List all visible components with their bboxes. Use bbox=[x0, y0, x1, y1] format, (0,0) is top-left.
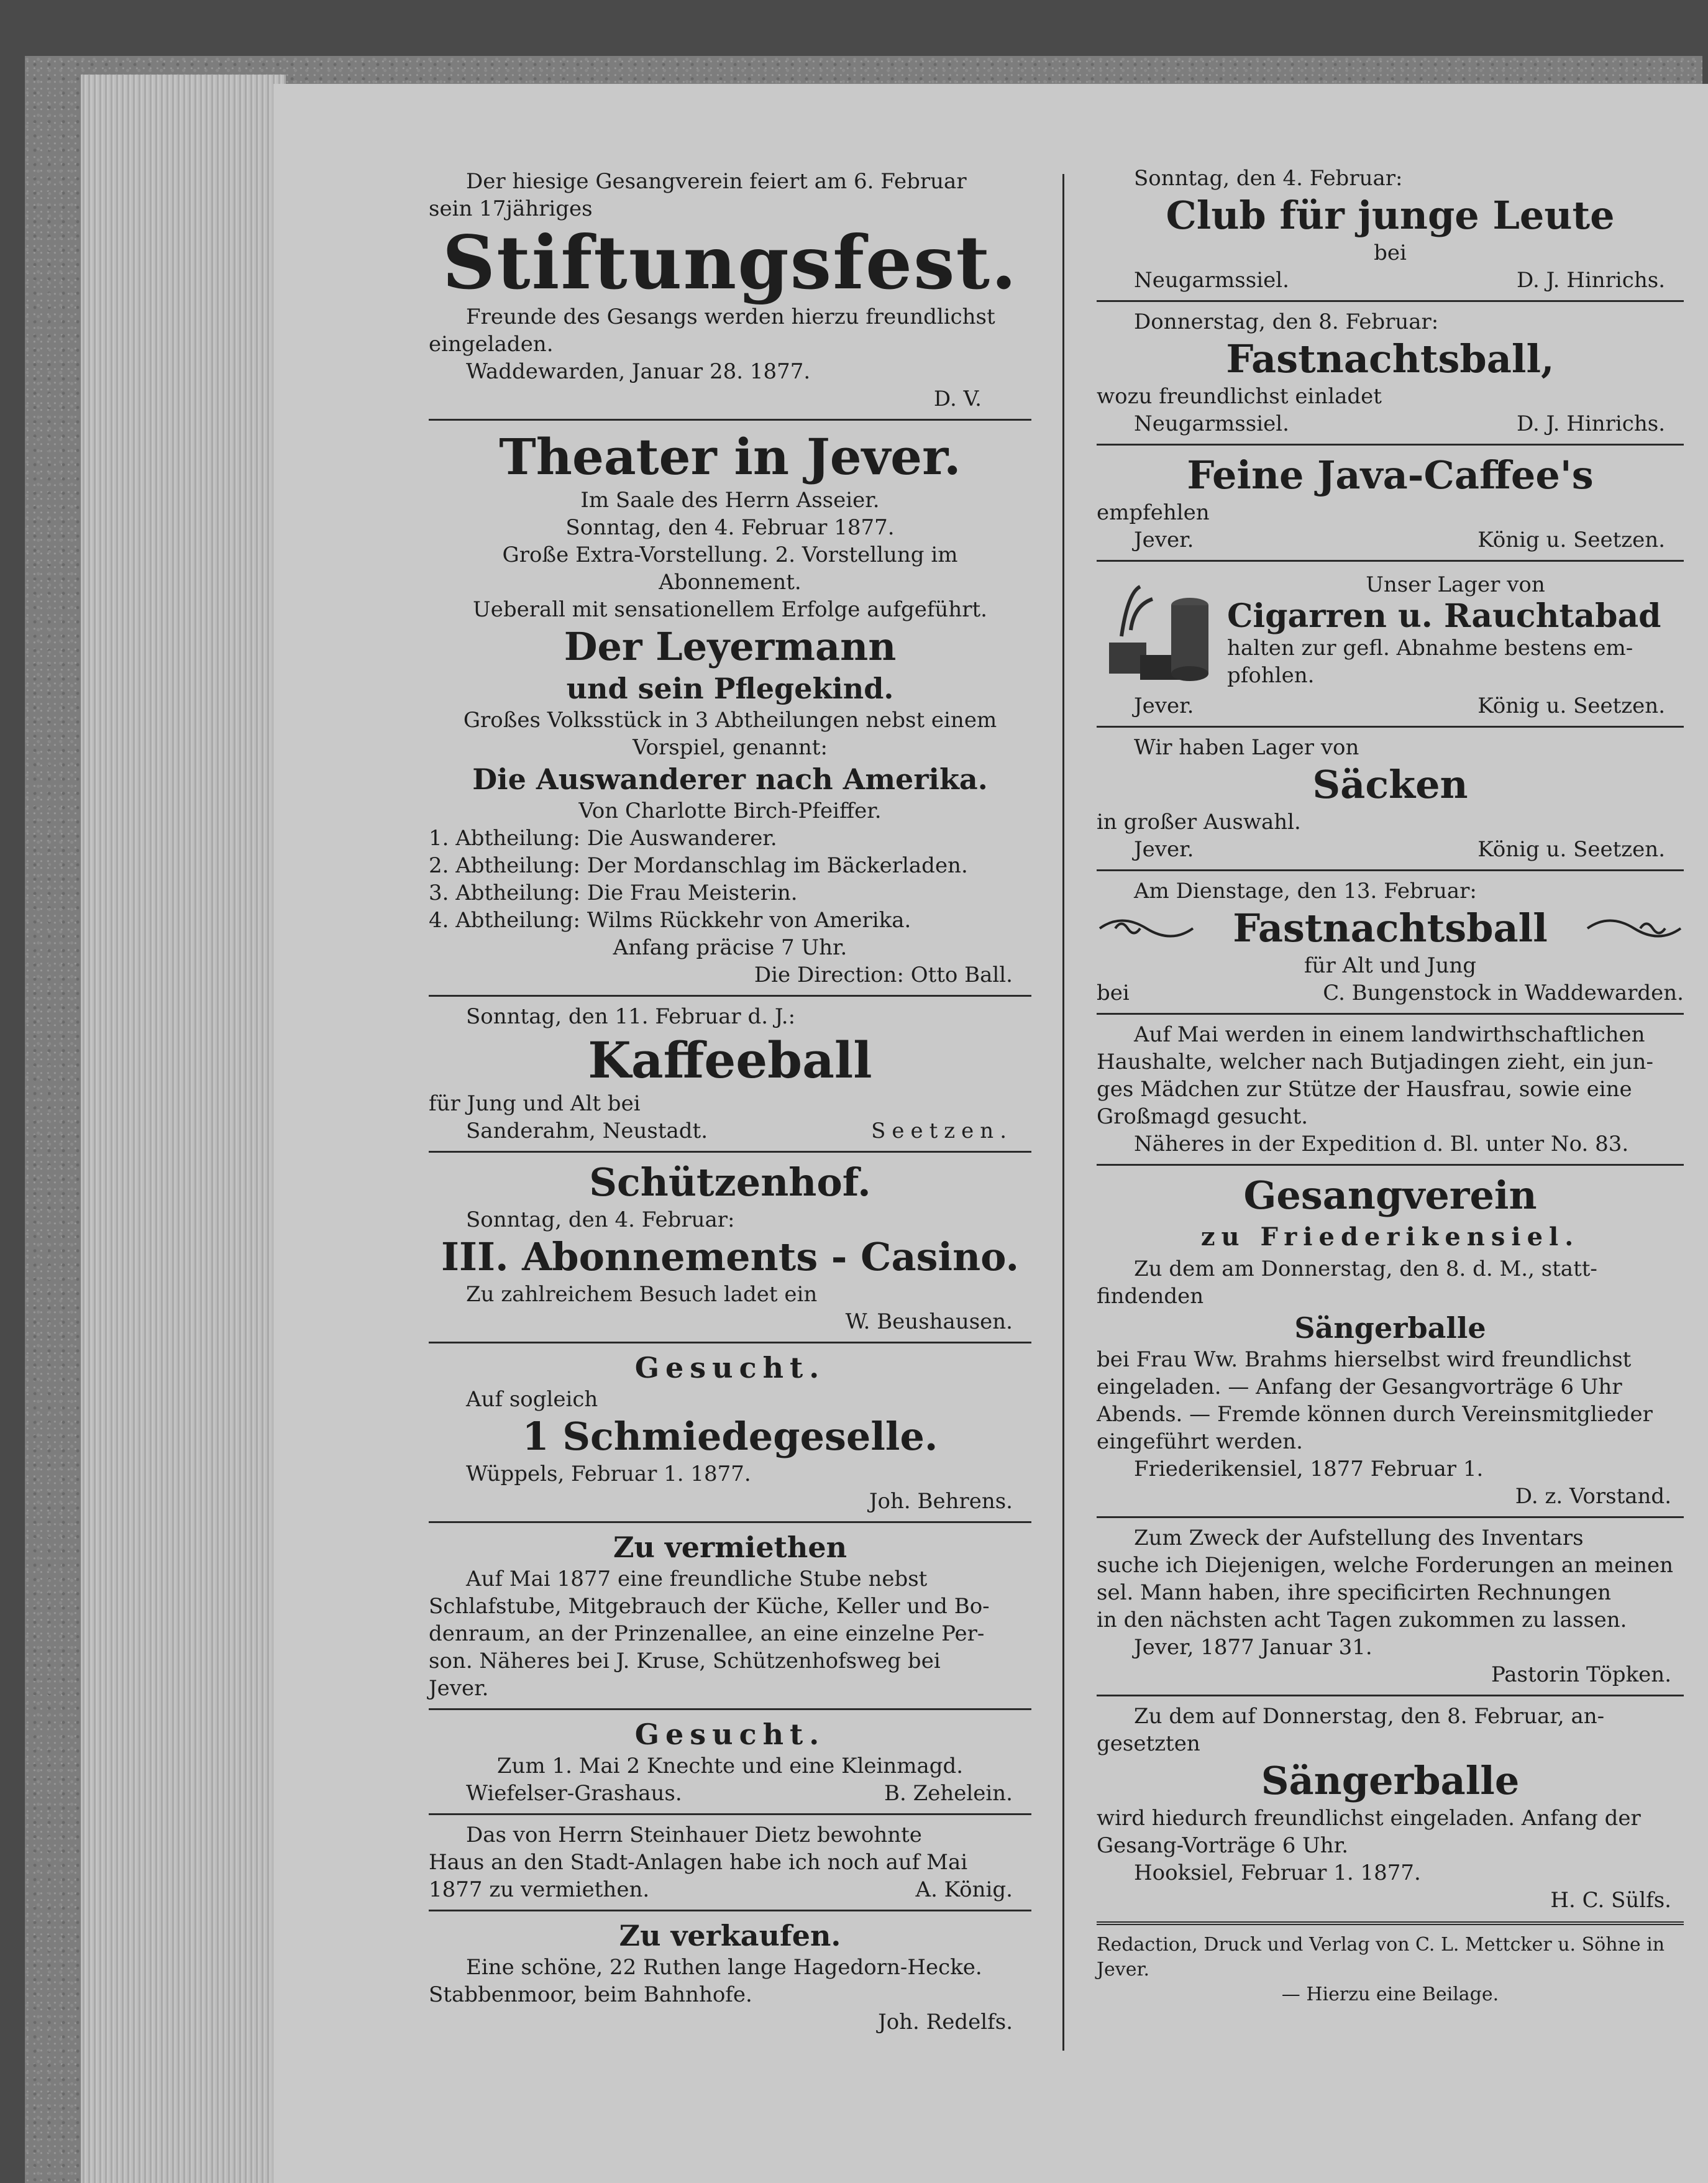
text: pfohlen. bbox=[1227, 663, 1315, 688]
ad-theater bbox=[429, 424, 1031, 991]
text: Wüppels, Februar 1. 1877. bbox=[466, 1462, 751, 1486]
text: Sonntag, den 4. Februar: bbox=[466, 1207, 735, 1232]
divider bbox=[1097, 1164, 1684, 1166]
text: suche ich Diejenigen, welche Forderungen an meinen bbox=[1097, 1553, 1673, 1578]
ad-heading: Gesucht. bbox=[634, 1351, 826, 1384]
text: ges Mädchen zur Stütze der Hausfrau, sowie eine bbox=[1097, 1077, 1632, 1102]
ad-schmiedegeselle bbox=[429, 1347, 1031, 1517]
divider bbox=[1097, 1695, 1684, 1696]
text: empfehlen bbox=[1097, 500, 1210, 525]
ad-title: Cigarren u. Rauchtabad bbox=[1227, 597, 1661, 635]
act-line: 3. Abtheilung: Die Frau Meisterin. bbox=[429, 881, 798, 905]
text: Zu dem am Donnerstag, den 8. d. M., statt- bbox=[1134, 1256, 1597, 1281]
divider bbox=[1097, 869, 1684, 871]
signature: W. Beushausen. bbox=[845, 1309, 1013, 1334]
imprint-text: Redaction, Druck und Verlag von C. L. Mettcker u. Söhne in Jever. bbox=[1097, 1934, 1665, 1980]
divider bbox=[429, 1151, 1031, 1153]
text: bei bbox=[1097, 981, 1130, 1005]
ad-heading: Zu vermiethen bbox=[613, 1531, 847, 1564]
divider bbox=[429, 1910, 1031, 1911]
ad-maedchen bbox=[1097, 1018, 1684, 1160]
signature: D. z. Vorstand. bbox=[1515, 1484, 1671, 1509]
ad-club bbox=[1097, 87, 1684, 296]
ad-fastnacht-1 bbox=[1097, 306, 1684, 440]
ad-schuetzenhof bbox=[429, 1156, 1031, 1338]
text: bei Frau Ww. Brahms hierselbst wird freundlichst bbox=[1097, 1347, 1632, 1372]
text: für Alt und Jung bbox=[1304, 953, 1476, 978]
text: son. Näheres bei J. Kruse, Schützenhofsweg bei bbox=[429, 1649, 941, 1673]
text: Friederikensiel, 1877 Februar 1. bbox=[1134, 1457, 1484, 1481]
cigar-box-illustration bbox=[1097, 568, 1221, 692]
text: sein 17jähriges bbox=[429, 196, 593, 221]
text: Zu zahlreichem Besuch ladet ein bbox=[466, 1282, 818, 1307]
divider bbox=[1097, 1921, 1684, 1925]
ad-subtitle: zu Friederikensiel. bbox=[1200, 1222, 1580, 1252]
text: Stabbenmoor, beim Bahnhofe. bbox=[429, 1982, 752, 2007]
text: Waddewarden, Januar 28. 1877. bbox=[466, 359, 811, 384]
ad-title: Sängerballe bbox=[1294, 1311, 1486, 1345]
play-subtitle: und sein Pflegekind. bbox=[566, 672, 894, 705]
ad-haus bbox=[429, 1819, 1031, 1906]
text: Sonntag, den 4. Februar 1877. bbox=[565, 515, 895, 540]
divider bbox=[1097, 1516, 1684, 1518]
text: Jever, 1877 Januar 31. bbox=[1134, 1635, 1372, 1660]
signature: König u. Seetzen. bbox=[1477, 693, 1665, 718]
ad-heading: Zu verkaufen. bbox=[619, 1919, 841, 1952]
ad-title: Gesangverein bbox=[1243, 1173, 1537, 1218]
ad-stiftungsfest bbox=[429, 87, 1031, 415]
text: Donnerstag, den 8. Februar: bbox=[1134, 309, 1439, 334]
act-line: 4. Abtheilung: Wilms Rückkehr von Amerika. bbox=[429, 908, 911, 933]
text: Der hiesige Gesangverein feiert am 6. Februar bbox=[466, 169, 967, 194]
text: Jever. bbox=[429, 1676, 489, 1701]
place: Sanderahm, Neustadt. bbox=[466, 1119, 708, 1143]
page-edges bbox=[81, 75, 286, 2183]
divider bbox=[429, 1521, 1031, 1523]
signature: Pastorin Töpken. bbox=[1491, 1662, 1671, 1687]
text: Am Dienstage, den 13. Februar: bbox=[1134, 879, 1477, 904]
text: Freunde des Gesangs werden hierzu freundlichst bbox=[466, 304, 995, 329]
signature: D. J. Hinrichs. bbox=[1516, 411, 1665, 436]
signature: Joh. Behrens. bbox=[869, 1489, 1013, 1514]
text: 1877 zu vermiethen. bbox=[429, 1877, 650, 1902]
text: Auf Mai 1877 eine freundliche Stube nebst bbox=[466, 1567, 928, 1591]
text: Abonnement. bbox=[659, 570, 801, 595]
left-column bbox=[429, 87, 1031, 2038]
ad-title: Club für junge Leute bbox=[1166, 193, 1615, 238]
signature: H. C. Sülfs. bbox=[1550, 1888, 1671, 1913]
place: Jever. bbox=[1134, 528, 1194, 552]
signature: B. Zehelein. bbox=[884, 1781, 1013, 1806]
play-title: Der Leyermann bbox=[564, 624, 897, 669]
ad-inventar bbox=[1097, 1522, 1684, 1691]
signature: D. V. bbox=[933, 387, 982, 411]
prelude-title: Die Auswanderer nach Amerika. bbox=[472, 762, 988, 796]
place: Jever. bbox=[1134, 693, 1194, 718]
text: Haus an den Stadt-Anlagen habe ich noch auf Mai bbox=[429, 1850, 968, 1875]
text: Große Extra-Vorstellung. 2. Vorstellung im bbox=[502, 542, 958, 567]
ad-saecke bbox=[1097, 731, 1684, 866]
text: Im Saale des Herrn Asseier. bbox=[580, 488, 880, 513]
ad-title: Fastnachtsball bbox=[1233, 905, 1548, 951]
divider bbox=[429, 419, 1031, 421]
ad-vermiethen bbox=[429, 1527, 1031, 1705]
place: Neugarmssiel. bbox=[1134, 268, 1289, 293]
text: halten zur gefl. Abnahme bestens em- bbox=[1227, 636, 1633, 661]
text: Sonntag, den 4. Februar: bbox=[1134, 166, 1403, 191]
signature: Joh. Redelfs. bbox=[878, 2010, 1013, 2034]
text: Zu dem auf Donnerstag, den 8. Februar, an- bbox=[1134, 1704, 1605, 1729]
divider bbox=[429, 1813, 1031, 1815]
text: Gesang-Vorträge 6 Uhr. bbox=[1097, 1833, 1349, 1858]
imprint bbox=[1097, 1930, 1684, 2010]
act-line: 2. Abtheilung: Der Mordanschlag im Bäckerladen. bbox=[429, 853, 968, 878]
text: Auf sogleich bbox=[466, 1387, 598, 1412]
text: bei bbox=[1374, 240, 1407, 265]
text: eingeladen. — Anfang der Gesangvorträge 6 Uhr bbox=[1097, 1375, 1622, 1399]
place: Neugarmssiel. bbox=[1134, 411, 1289, 436]
text: Eine schöne, 22 Ruthen lange Hagedorn-Hecke. bbox=[466, 1955, 982, 1980]
ad-title: Säcken bbox=[1312, 762, 1468, 807]
text: gesetzten bbox=[1097, 1731, 1200, 1756]
text: Großmagd gesucht. bbox=[1097, 1104, 1308, 1129]
text: Zum Zweck der Aufstellung des Inventars bbox=[1134, 1526, 1584, 1550]
text: wozu freundlichst einladet bbox=[1097, 384, 1382, 409]
text: Auf Mai werden in einem landwirthschaftlichen bbox=[1134, 1022, 1645, 1047]
signature: Die Direction: Otto Ball. bbox=[754, 963, 1013, 987]
text: Von Charlotte Birch-Pfeiffer. bbox=[578, 799, 882, 823]
text: Anfang präcise 7 Uhr. bbox=[613, 935, 847, 960]
signature: A. König. bbox=[915, 1877, 1013, 1902]
ad-title: Theater in Jever. bbox=[499, 428, 961, 486]
text: Ueberall mit sensationellem Erfolge aufgeführt. bbox=[473, 597, 987, 622]
text: findenden bbox=[1097, 1284, 1204, 1309]
text: Hooksiel, Februar 1. 1877. bbox=[1134, 1860, 1421, 1885]
divider bbox=[429, 1708, 1031, 1710]
ornament-left-icon bbox=[1097, 910, 1196, 947]
text: wird hiedurch freundlichst eingeladen. Anfang der bbox=[1097, 1806, 1641, 1831]
divider bbox=[1097, 726, 1684, 728]
place: Jever. bbox=[1134, 837, 1194, 862]
text: Sonntag, den 11. Februar d. J.: bbox=[466, 1004, 796, 1029]
ad-title: Kaffeeball bbox=[588, 1031, 872, 1089]
text: Wir haben Lager von bbox=[1134, 735, 1359, 760]
text: eingeführt werden. bbox=[1097, 1429, 1303, 1454]
text: denraum, an der Prinzenallee, an eine einzelne Per- bbox=[429, 1621, 985, 1646]
ornament-right-icon bbox=[1584, 910, 1684, 947]
ad-fastnacht-2 bbox=[1097, 875, 1684, 1009]
ad-title: Sängerballe bbox=[1261, 1758, 1520, 1803]
ad-gesucht-knechte bbox=[429, 1714, 1031, 1810]
signature: König u. Seetzen. bbox=[1477, 528, 1665, 552]
divider bbox=[1097, 444, 1684, 446]
divider bbox=[1097, 560, 1684, 562]
text: Schlafstube, Mitgebrauch der Küche, Keller und Bo- bbox=[429, 1594, 990, 1619]
place: Wiefelser-Grashaus. bbox=[466, 1781, 682, 1806]
text: sel. Mann haben, ihre specificirten Rechnungen bbox=[1097, 1580, 1611, 1605]
text: Das von Herrn Steinhauer Dietz bewohnte bbox=[466, 1823, 922, 1847]
text: Unser Lager von bbox=[1366, 572, 1545, 597]
text: in den nächsten acht Tagen zukommen zu lassen. bbox=[1097, 1608, 1627, 1632]
text: eingeladen. bbox=[429, 332, 554, 357]
ad-kaffeeball bbox=[429, 1000, 1031, 1147]
act-line: 1. Abtheilung: Die Auswanderer. bbox=[429, 826, 777, 851]
ad-title: 1 Schmiedegeselle. bbox=[522, 1414, 938, 1459]
text: Großes Volksstück in 3 Abtheilungen nebst einem bbox=[463, 708, 997, 733]
ad-title: Feine Java-Caffee's bbox=[1187, 452, 1594, 498]
ad-heading: Gesucht. bbox=[634, 1718, 826, 1751]
text: in großer Auswahl. bbox=[1097, 810, 1301, 835]
text: Vorspiel, genannt: bbox=[633, 735, 828, 760]
text: Näheres in der Expedition d. Bl. unter No. 83. bbox=[1134, 1132, 1629, 1156]
column-divider bbox=[1062, 174, 1064, 2051]
ad-cigarren bbox=[1097, 565, 1684, 722]
ad-saengerballe bbox=[1097, 1700, 1684, 1916]
imprint-text: — Hierzu eine Beilage. bbox=[1281, 1984, 1499, 2005]
right-column bbox=[1097, 87, 1684, 2010]
text: Haushalte, welcher nach Butjadingen zieht, ein jun- bbox=[1097, 1050, 1653, 1074]
ad-verkaufen bbox=[429, 1915, 1031, 2038]
signature: D. J. Hinrichs. bbox=[1516, 268, 1665, 293]
text: für Jung und Alt bei bbox=[429, 1091, 641, 1116]
signature: König u. Seetzen. bbox=[1477, 837, 1665, 862]
text: Zum 1. Mai 2 Knechte und eine Kleinmagd. bbox=[496, 1754, 964, 1778]
divider bbox=[429, 1342, 1031, 1343]
ad-gesangverein bbox=[1097, 1169, 1684, 1513]
place: C. Bungenstock in Waddewarden. bbox=[1323, 981, 1684, 1005]
divider bbox=[1097, 300, 1684, 302]
ad-java-caffee bbox=[1097, 449, 1684, 556]
divider bbox=[429, 995, 1031, 997]
ad-title: Stiftungsfest. bbox=[442, 219, 1018, 306]
text: Abends. — Fremde können durch Vereinsmitglieder bbox=[1097, 1402, 1653, 1427]
casino-title: III. Abonnements - Casino. bbox=[441, 1234, 1020, 1279]
ad-title: Schützenhof. bbox=[589, 1160, 871, 1205]
divider bbox=[1097, 1013, 1684, 1015]
ad-title: Fastnachtsball, bbox=[1226, 336, 1555, 382]
signature: Seetzen. bbox=[871, 1119, 1013, 1143]
